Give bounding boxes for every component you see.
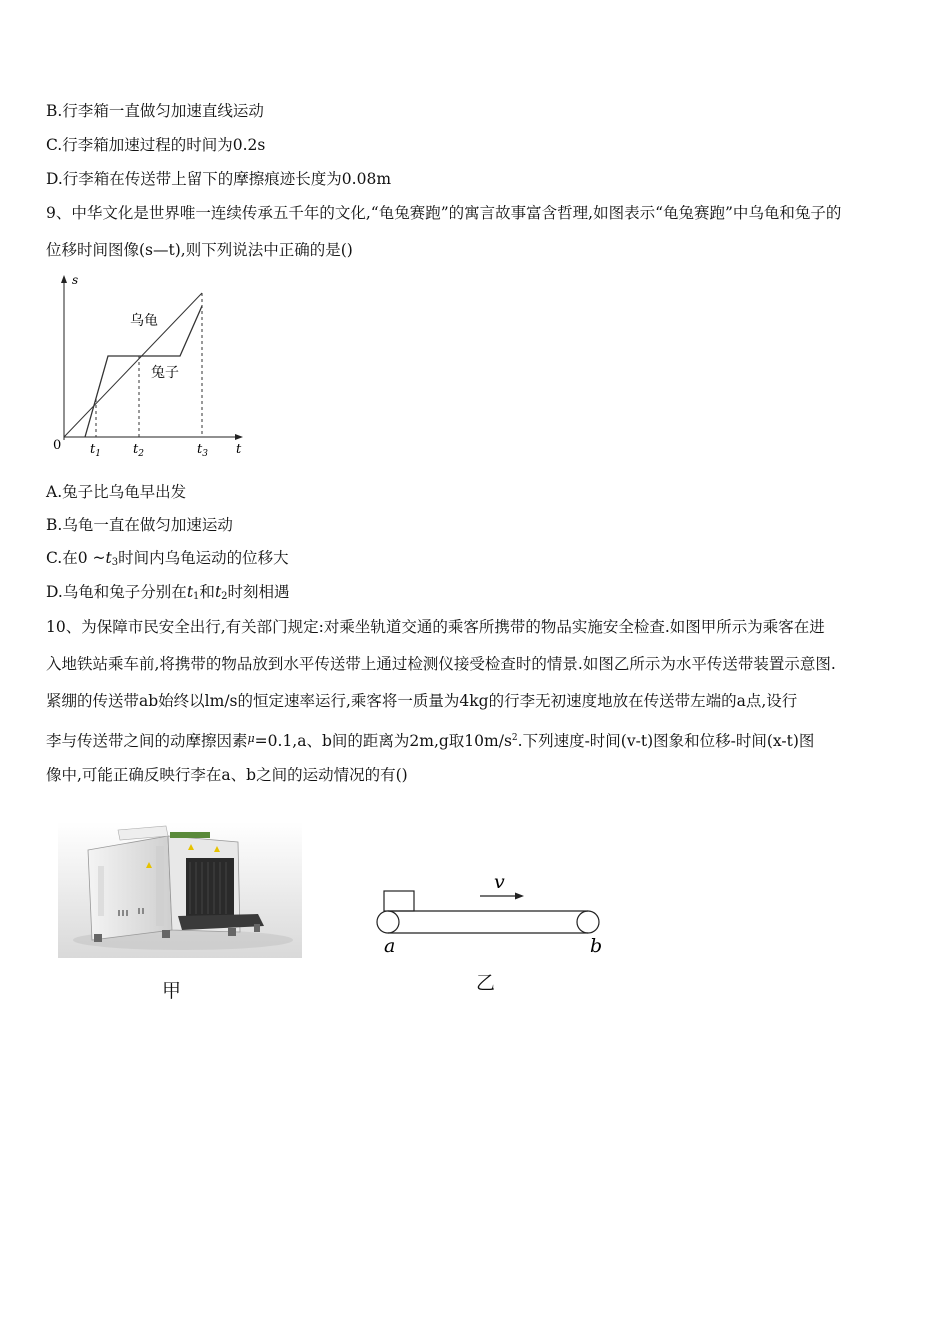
tortoise-rabbit-st-graph <box>40 270 260 465</box>
t1-label: $t_1$ <box>90 442 101 459</box>
q10-stem-line3: 紧绷的传送带ab始终以lm/s的恒定速率运行,乘客将一质量为4kg的行李无初速度地放在传送带左端的a点,设行 <box>46 692 798 710</box>
velocity-label: v <box>494 871 505 893</box>
tortoise-label: 乌龟 <box>130 313 158 329</box>
y-axis-arrow <box>61 275 67 283</box>
t2-label: $t_2$ <box>133 442 144 459</box>
xray-security-scanner-image <box>58 822 302 958</box>
q10-stem-line5: 像中,可能正确反映行李在a、b之间的运动情况的有() <box>46 766 408 784</box>
figure-yi-caption: 乙 <box>476 972 496 994</box>
x-axis-label: t <box>236 442 242 457</box>
q9-option-b: B.乌龟一直在做匀加速运动 <box>46 516 233 534</box>
q8-option-b: B.行李箱一直做匀加速直线运动 <box>46 102 264 120</box>
origin-label: 0 <box>53 438 62 453</box>
x-axis-arrow <box>235 434 243 440</box>
figure-jia-caption: 甲 <box>162 980 182 1002</box>
rabbit-label: 兔子 <box>151 365 179 381</box>
q8-option-d: D.行李箱在传送带上留下的摩擦痕迹长度为0.08m <box>46 170 392 188</box>
q8-option-c: C.行李箱加速过程的时间为0.2s <box>46 136 266 154</box>
point-a-label: a <box>384 935 396 956</box>
t3-label: $t_3$ <box>197 442 208 459</box>
q10-stem-line2: 入地铁站乘车前,将携带的物品放到水平传送带上通过检测仪接受检查时的情景.如图乙所示为水平传送带装置示意图. <box>46 655 836 673</box>
q9-stem-line1: 9、中华文化是世界唯一连续传承五千年的文化,“龟兔赛跑”的寓言故事富含哲理,如图表示“龟兔赛跑”中乌龟和兔子的 <box>46 204 842 222</box>
luggage-box <box>384 891 414 911</box>
left-pulley <box>377 911 399 933</box>
q9-option-a: A.兔子比乌龟早出发 <box>46 483 187 501</box>
right-pulley <box>577 911 599 933</box>
q9-option-c: C.在0 $\sim t_3$时间内乌龟运动的位移大 <box>46 549 289 568</box>
conveyor-belt-diagram <box>372 866 612 956</box>
q9-stem-line2: 位移时间图像(s—t),则下列说法中正确的是() <box>46 241 353 259</box>
y-axis-label: s <box>72 273 79 287</box>
q10-stem-line1: 10、为保障市民安全出行,有关部门规定:对乘坐轨道交通的乘客所携带的物品实施安全检查.如图甲所示为乘客在进 <box>46 618 825 636</box>
q9-option-d: D.乌龟和兔子分别在$t_1$和$t_2$时刻相遇 <box>46 583 290 602</box>
q10-stem-line4: 李与传送带之间的动摩擦因素$^\mu$=0.1,a、b间的距离为2m,g取$10m/s^2$.下列速度-时间(v-t)图象和位移-时间(x-t)图 <box>46 732 815 751</box>
point-b-label: b <box>590 935 603 956</box>
